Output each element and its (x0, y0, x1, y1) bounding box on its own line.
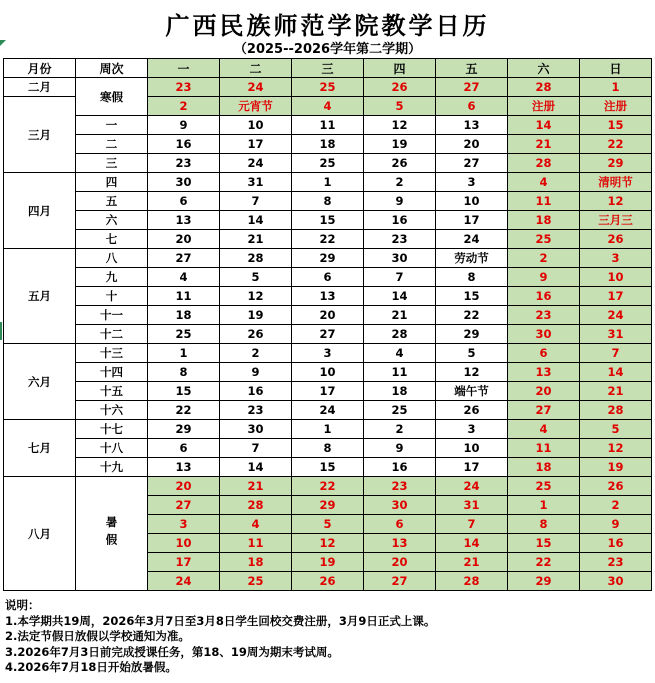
week-row (4, 154, 652, 173)
day-cell: 21 (436, 553, 508, 572)
day-cell: 17 (436, 211, 508, 230)
day-cell: 17 (436, 458, 508, 477)
day-cell: 9 (364, 439, 436, 458)
day-cell: 26 (364, 154, 436, 173)
week-row (4, 78, 652, 97)
day-cell: 18 (364, 382, 436, 401)
day-cell: 15 (148, 382, 220, 401)
day-cell: 27 (436, 154, 508, 173)
day-cell: 16 (364, 211, 436, 230)
day-cell: 8 (148, 363, 220, 382)
day-cell: 14 (364, 287, 436, 306)
week-cell: 八 (76, 249, 148, 268)
day-cell: 10 (436, 439, 508, 458)
day-cell: 13 (292, 287, 364, 306)
day-cell: 5 (364, 97, 436, 116)
month-cell: 三月 (4, 97, 76, 173)
day-cell: 28 (220, 496, 292, 515)
day-cell: 元宵节 (220, 97, 292, 116)
week-row (4, 173, 652, 192)
day-cell: 20 (364, 553, 436, 572)
day-cell: 25 (364, 401, 436, 420)
day-cell: 13 (508, 363, 580, 382)
day-cell: 13 (436, 116, 508, 135)
day-cell: 23 (148, 78, 220, 97)
day-cell: 24 (292, 401, 364, 420)
day-cell: 28 (436, 572, 508, 591)
week-cell: 四 (76, 173, 148, 192)
note-item: 3.2026年7月3日前完成授课任务，第18、19周为期末考试周。 (5, 644, 339, 659)
day-cell: 16 (508, 287, 580, 306)
header-tue: 二 (220, 59, 292, 78)
day-cell: 4 (364, 344, 436, 363)
day-cell: 3 (436, 173, 508, 192)
day-cell: 25 (508, 230, 580, 249)
notes (5, 598, 435, 676)
day-cell: 5 (580, 420, 652, 439)
day-cell: 12 (364, 116, 436, 135)
day-cell: 17 (148, 553, 220, 572)
week-row (4, 382, 652, 401)
day-cell: 14 (436, 534, 508, 553)
note-item: 1.本学期共19周，2026年3月7日至3月8日学生回校交费注册，3月9日正式上课。 (5, 613, 436, 628)
day-cell: 1 (292, 420, 364, 439)
day-cell: 26 (220, 325, 292, 344)
day-cell: 18 (220, 553, 292, 572)
day-cell: 3 (436, 420, 508, 439)
day-cell: 7 (220, 439, 292, 458)
day-cell: 6 (148, 439, 220, 458)
week-row (4, 230, 652, 249)
day-cell: 23 (364, 230, 436, 249)
day-cell: 8 (292, 439, 364, 458)
day-cell: 24 (580, 306, 652, 325)
day-cell: 8 (292, 192, 364, 211)
day-cell: 23 (508, 306, 580, 325)
day-cell: 17 (580, 287, 652, 306)
day-cell: 15 (580, 116, 652, 135)
day-cell: 4 (220, 515, 292, 534)
day-cell: 5 (292, 515, 364, 534)
day-cell: 3 (292, 344, 364, 363)
week-cell: 二 (76, 135, 148, 154)
day-cell: 10 (580, 268, 652, 287)
day-cell: 29 (292, 496, 364, 515)
day-cell: 25 (292, 78, 364, 97)
day-cell: 16 (148, 135, 220, 154)
day-cell: 18 (508, 458, 580, 477)
day-cell: 12 (220, 287, 292, 306)
day-cell: 24 (148, 572, 220, 591)
day-cell: 11 (220, 534, 292, 553)
day-cell: 29 (436, 325, 508, 344)
week-cell: 十五 (76, 382, 148, 401)
day-cell: 23 (148, 154, 220, 173)
month-cell: 四月 (4, 173, 76, 249)
day-cell: 5 (220, 268, 292, 287)
day-cell: 1 (148, 344, 220, 363)
day-cell: 31 (436, 496, 508, 515)
day-cell: 8 (508, 515, 580, 534)
day-cell: 18 (508, 211, 580, 230)
day-cell: 25 (508, 477, 580, 496)
day-cell: 15 (508, 534, 580, 553)
week-row (4, 249, 652, 268)
week-cell: 十四 (76, 363, 148, 382)
day-cell: 4 (508, 420, 580, 439)
month-cell: 五月 (4, 249, 76, 344)
day-cell: 30 (364, 249, 436, 268)
week-cell: 一 (76, 116, 148, 135)
day-cell: 27 (436, 78, 508, 97)
day-cell: 13 (364, 534, 436, 553)
day-cell: 15 (436, 287, 508, 306)
week-cell: 寒假 (76, 78, 148, 116)
day-cell: 端午节 (436, 382, 508, 401)
day-cell: 三月三 (580, 211, 652, 230)
note-item: 4.2026年7月18日开始放暑假。 (5, 660, 177, 674)
day-cell: 29 (580, 154, 652, 173)
day-cell: 23 (220, 401, 292, 420)
week-row (4, 477, 652, 496)
day-cell: 22 (580, 135, 652, 154)
header-month: 月份 (4, 59, 76, 78)
day-cell: 20 (508, 382, 580, 401)
day-cell: 6 (292, 268, 364, 287)
day-cell: 21 (580, 382, 652, 401)
day-cell: 18 (148, 306, 220, 325)
week-cell: 十八 (76, 439, 148, 458)
day-cell: 28 (580, 401, 652, 420)
day-cell: 9 (580, 515, 652, 534)
day-cell: 23 (580, 553, 652, 572)
week-row (4, 287, 652, 306)
day-cell: 16 (364, 458, 436, 477)
day-cell: 2 (580, 496, 652, 515)
day-cell: 12 (580, 439, 652, 458)
week-cell: 十六 (76, 401, 148, 420)
day-cell: 22 (148, 401, 220, 420)
day-cell: 25 (220, 572, 292, 591)
day-cell: 20 (148, 477, 220, 496)
week-row (4, 306, 652, 325)
week-row (4, 439, 652, 458)
day-cell: 12 (292, 534, 364, 553)
week-row (4, 401, 652, 420)
week-row (4, 192, 652, 211)
day-cell: 30 (148, 173, 220, 192)
day-cell: 8 (436, 268, 508, 287)
week-row (4, 325, 652, 344)
day-cell: 5 (436, 344, 508, 363)
day-cell: 30 (508, 325, 580, 344)
day-cell: 劳动节 (436, 249, 508, 268)
day-cell: 19 (364, 135, 436, 154)
day-cell: 21 (220, 230, 292, 249)
day-cell: 30 (364, 496, 436, 515)
day-cell: 26 (580, 230, 652, 249)
day-cell: 26 (292, 572, 364, 591)
header-fri: 五 (436, 59, 508, 78)
day-cell: 16 (580, 534, 652, 553)
day-cell: 28 (220, 249, 292, 268)
day-cell: 19 (580, 458, 652, 477)
day-cell: 2 (148, 97, 220, 116)
day-cell: 27 (148, 249, 220, 268)
page-title: 广西民族师范学院教学日历 (165, 12, 490, 40)
day-cell: 2 (220, 344, 292, 363)
day-cell: 21 (508, 135, 580, 154)
month-cell: 六月 (4, 344, 76, 420)
header-wed: 三 (292, 59, 364, 78)
day-cell: 7 (364, 268, 436, 287)
day-cell: 清明节 (580, 173, 652, 192)
day-cell: 30 (220, 420, 292, 439)
day-cell: 6 (508, 344, 580, 363)
week-row (4, 116, 652, 135)
day-cell: 1 (292, 173, 364, 192)
week-row (4, 458, 652, 477)
day-cell: 3 (580, 249, 652, 268)
day-cell: 4 (292, 97, 364, 116)
day-cell: 26 (580, 477, 652, 496)
day-cell: 23 (364, 477, 436, 496)
day-cell: 14 (220, 458, 292, 477)
day-cell: 9 (364, 192, 436, 211)
day-cell: 24 (436, 477, 508, 496)
week-cell: 十三 (76, 344, 148, 363)
day-cell: 24 (436, 230, 508, 249)
day-cell: 12 (580, 192, 652, 211)
day-cell: 15 (292, 458, 364, 477)
day-cell: 18 (292, 135, 364, 154)
week-row (4, 363, 652, 382)
day-cell: 17 (220, 135, 292, 154)
note-item: 2.法定节假日放假以学校通知为准。 (5, 629, 190, 643)
day-cell: 24 (220, 154, 292, 173)
week-cell: 十二 (76, 325, 148, 344)
day-cell: 19 (292, 553, 364, 572)
day-cell: 2 (508, 249, 580, 268)
day-cell: 24 (220, 78, 292, 97)
day-cell: 13 (148, 458, 220, 477)
header-thu: 四 (364, 59, 436, 78)
week-cell: 三 (76, 154, 148, 173)
day-cell: 21 (220, 477, 292, 496)
day-cell: 27 (148, 496, 220, 515)
day-cell: 29 (292, 249, 364, 268)
day-cell: 22 (292, 230, 364, 249)
day-cell: 20 (436, 135, 508, 154)
day-cell: 11 (508, 192, 580, 211)
day-cell: 15 (292, 211, 364, 230)
day-cell: 22 (508, 553, 580, 572)
day-cell: 19 (220, 306, 292, 325)
day-cell: 注册 (508, 97, 580, 116)
week-row (4, 344, 652, 363)
day-cell: 2 (364, 420, 436, 439)
day-cell: 11 (148, 287, 220, 306)
day-cell: 22 (436, 306, 508, 325)
month-cell: 七月 (4, 420, 76, 477)
notes-heading: 说明： (5, 598, 40, 612)
day-cell: 10 (148, 534, 220, 553)
day-cell: 1 (580, 78, 652, 97)
week-cell: 六 (76, 211, 148, 230)
header-mon: 一 (148, 59, 220, 78)
day-cell: 7 (220, 192, 292, 211)
calendar-table (3, 58, 652, 591)
day-cell: 7 (580, 344, 652, 363)
day-cell: 29 (148, 420, 220, 439)
week-cell: 五 (76, 192, 148, 211)
day-cell: 14 (580, 363, 652, 382)
day-cell: 25 (292, 154, 364, 173)
day-cell: 10 (292, 363, 364, 382)
day-cell: 4 (148, 268, 220, 287)
day-cell: 20 (148, 230, 220, 249)
day-cell: 6 (148, 192, 220, 211)
week-cell: 九 (76, 268, 148, 287)
header-sun: 日 (580, 59, 652, 78)
day-cell: 21 (364, 306, 436, 325)
day-cell: 30 (580, 572, 652, 591)
day-cell: 28 (508, 154, 580, 173)
day-cell: 31 (580, 325, 652, 344)
day-cell: 6 (364, 515, 436, 534)
day-cell: 26 (364, 78, 436, 97)
day-cell: 9 (508, 268, 580, 287)
week-cell: 七 (76, 230, 148, 249)
day-cell: 20 (292, 306, 364, 325)
day-cell: 14 (508, 116, 580, 135)
day-cell: 25 (148, 325, 220, 344)
day-cell: 3 (148, 515, 220, 534)
day-cell: 4 (508, 173, 580, 192)
week-row (4, 135, 652, 154)
day-cell: 12 (436, 363, 508, 382)
week-cell: 十七 (76, 420, 148, 439)
day-cell: 16 (220, 382, 292, 401)
day-cell: 13 (148, 211, 220, 230)
day-cell: 10 (436, 192, 508, 211)
day-cell: 27 (364, 572, 436, 591)
day-cell: 22 (292, 477, 364, 496)
week-row (4, 211, 652, 230)
day-cell: 14 (220, 211, 292, 230)
day-cell: 9 (148, 116, 220, 135)
day-cell: 29 (508, 572, 580, 591)
day-cell: 26 (436, 401, 508, 420)
day-cell: 6 (436, 97, 508, 116)
week-row (4, 268, 652, 287)
day-cell: 1 (508, 496, 580, 515)
day-cell: 9 (220, 363, 292, 382)
month-cell: 八月 (4, 477, 76, 591)
week-cell: 十九 (76, 458, 148, 477)
day-cell: 11 (508, 439, 580, 458)
day-cell: 11 (364, 363, 436, 382)
day-cell: 27 (292, 325, 364, 344)
header-sat: 六 (508, 59, 580, 78)
day-cell: 7 (436, 515, 508, 534)
week-cell: 十一 (76, 306, 148, 325)
day-cell: 11 (292, 116, 364, 135)
day-cell: 10 (220, 116, 292, 135)
day-cell: 31 (220, 173, 292, 192)
day-cell: 28 (508, 78, 580, 97)
day-cell: 27 (508, 401, 580, 420)
week-cell: 十 (76, 287, 148, 306)
header-week: 周次 (76, 59, 148, 78)
day-cell: 17 (292, 382, 364, 401)
row-marker (0, 322, 2, 340)
day-cell: 2 (364, 173, 436, 192)
page-subtitle: （2025--2026学年第二学期） (233, 42, 422, 57)
day-cell: 28 (364, 325, 436, 344)
day-cell: 注册 (580, 97, 652, 116)
header-row (4, 59, 652, 78)
week-cell: 暑假 (76, 477, 148, 591)
week-row (4, 420, 652, 439)
month-cell: 二月 (4, 78, 76, 97)
